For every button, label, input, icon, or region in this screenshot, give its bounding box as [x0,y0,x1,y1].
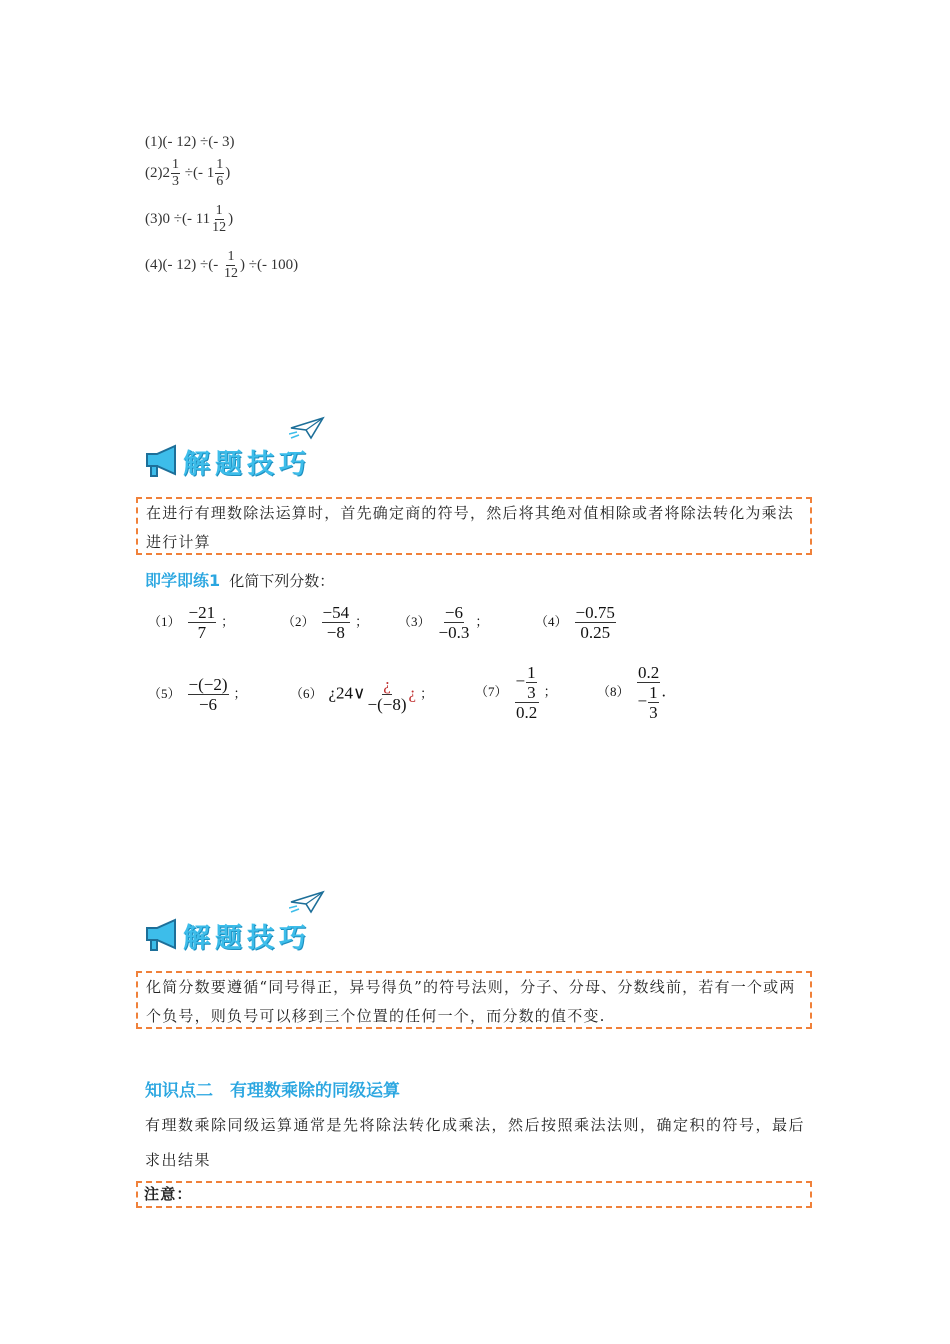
practice-item-8: （8） 0.2 − $\frac{1}{3}$ . [597,663,666,722]
paper-plane-icon [289,890,325,914]
problem-1: (1)(- 12) ÷(- 3) [145,134,235,150]
tips-banner-2 [143,890,333,952]
banner-title: 解题技巧 [183,449,311,480]
problem-3: (3)0 ÷(- 11 $\frac{1}{12}$ ) [145,203,234,235]
tip-box-2 [136,971,812,1029]
tip-box [136,497,812,555]
tip-text: 化简分数要遵循“同号得正，异号得负”的符号法则，分子、分母、分数线前，若有一个或两个负号，则负号可以移到三个位置的任何一个，而分数的值不变. [146,978,796,1025]
practice-item-2: （2） $\frac{-54}{-8}$ ； [282,603,369,642]
paper-plane-icon [289,416,325,440]
problem-2: (2)2 $\frac{1}{3}$ ÷(- 1 $\frac{1}{6}$ ) [145,157,231,189]
note-label: 注意： [144,1185,193,1203]
section-title: 知识点二 有理数乘除的同级运算 [145,1081,400,1101]
tip-text: 在进行有理数除法运算时，首先确定商的符号，然后将其绝对值相除或者将除法转化为乘法进行计算 [146,504,795,551]
megaphone-icon [143,444,183,478]
megaphone-icon [143,918,183,952]
practice-item-6: （6） ¿24∨ $\frac{¿}{-(-8)}$ ¿ ； [290,675,434,714]
practice-item-5: （5） $\frac{-(-2)}{-6}$ ； [148,675,247,714]
problem-4: (4)(- 12) ÷(- $\frac{1}{12}$ ) ÷(- 100) [145,249,299,281]
practice-item-4: （4） $\frac{-0.75}{0.25}$ [535,603,615,642]
practice-item-1: （1） $\frac{-21}{7}$ ； [148,603,235,642]
tips-banner [143,416,333,478]
section-body: 有理数乘除同级运算通常是先将除法转化成乘法，然后按照乘法法则，确定积的符号，最后求出结果 [145,1116,806,1169]
practice-heading: 即学即练1 化简下列分数： [145,571,335,590]
practice-item-7: （7） − $\frac{1}{3}$ 0.2 ； [475,663,557,722]
practice-item-3: （3） $\frac{-6}{-0.3}$ ； [398,603,489,642]
note-box [136,1181,812,1208]
banner-title: 解题技巧 [183,923,311,954]
